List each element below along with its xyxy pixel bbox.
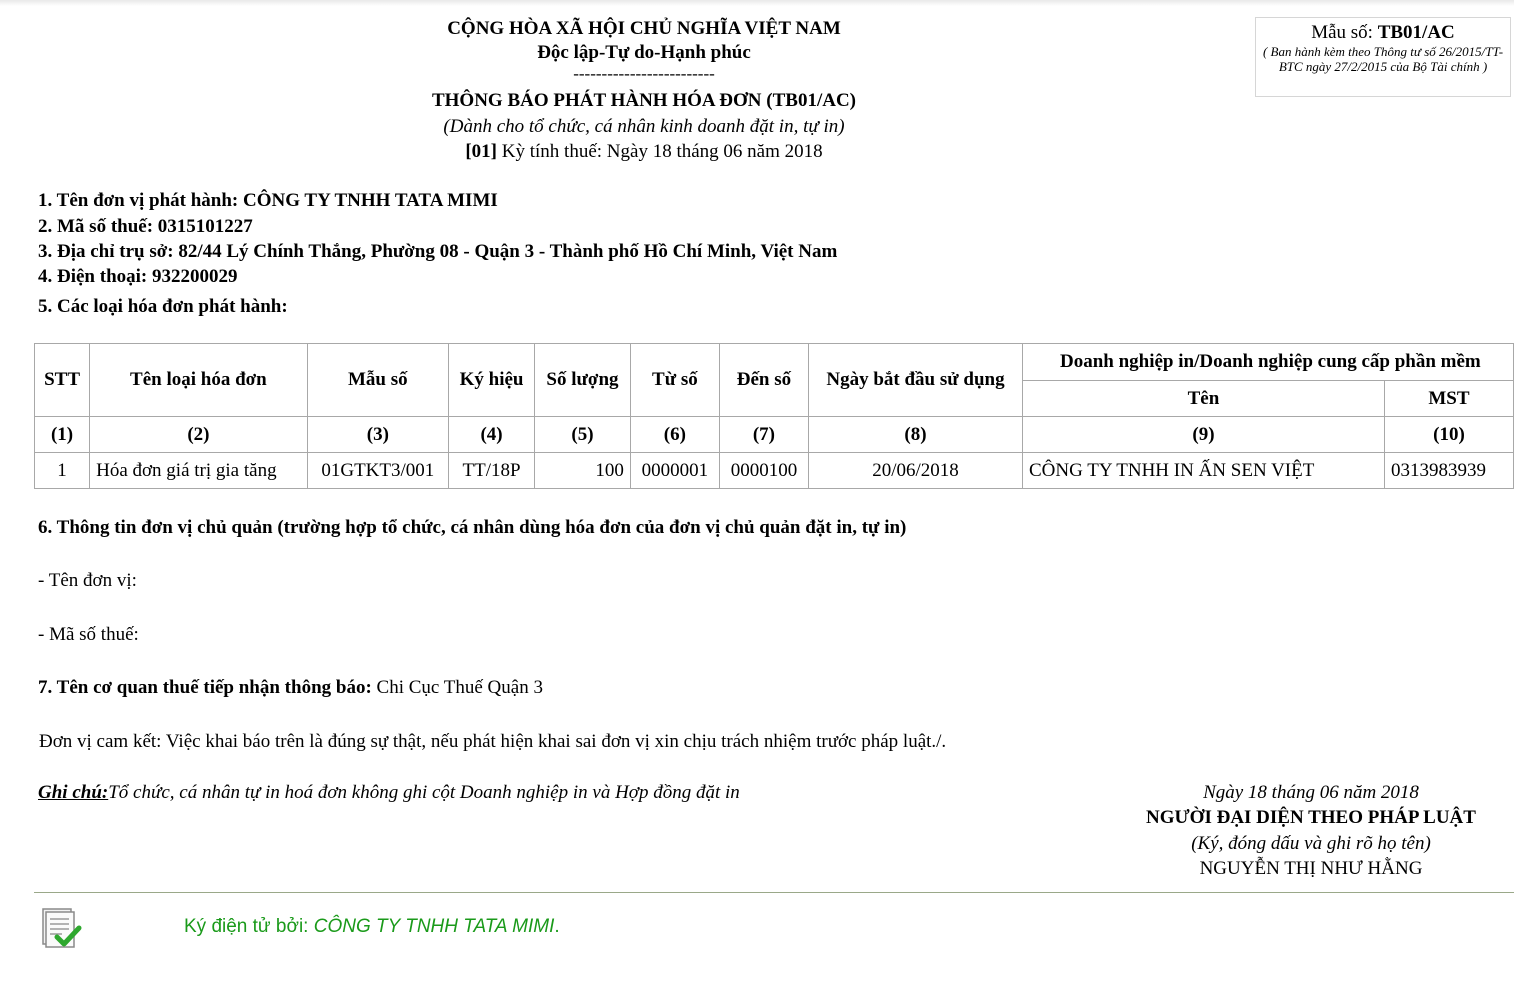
- header-printer-name: Tên: [1022, 381, 1384, 417]
- col-number: (5): [535, 417, 631, 453]
- header-to: Đến số: [719, 344, 808, 417]
- header-stt: STT: [35, 344, 90, 417]
- cell-from: 0000001: [630, 453, 719, 489]
- signed-document-check-icon: [40, 906, 84, 955]
- form-number: [1256, 22, 1510, 44]
- form-number-note: ( Ban hành kèm theo Thông tư số 26/2015/TT-BTC ngày 27/2/2015 của Bộ Tài chính ): [1262, 44, 1504, 74]
- unit-tax-code-label: - Mã số thuế:: [38, 624, 139, 645]
- header-start-date: Ngày bắt đầu sử dụng: [808, 344, 1022, 417]
- col-number: (8): [808, 417, 1022, 453]
- cell-invoice-name: Hóa đơn giá trị gia tăng: [90, 453, 308, 489]
- cell-symbol: TT/18P: [448, 453, 534, 489]
- tax-authority-label: 7. Tên cơ quan thuế tiếp nhận thông báo:: [38, 677, 372, 698]
- top-shadow: [0, 0, 1514, 6]
- cell-quantity: 100: [535, 453, 631, 489]
- form-number-label: Mẫu số:: [1311, 22, 1378, 43]
- header-separator: -------------------------: [573, 64, 715, 83]
- signature-instruction: (Ký, đóng dấu và ghi rõ họ tên): [1191, 833, 1431, 854]
- header-form: Mẫu số: [307, 344, 448, 417]
- header-symbol: Ký hiệu: [448, 344, 534, 417]
- national-title: CỘNG HÒA XÃ HỘI CHỦ NGHĨA VIỆT NAM: [447, 18, 841, 39]
- tax-period: [344, 141, 944, 163]
- table-row: [35, 453, 1514, 489]
- e-signature-suffix: .: [554, 916, 560, 937]
- column-number-row: [35, 417, 1514, 453]
- tax-code: 2. Mã số thuế: 0315101227: [38, 216, 253, 237]
- header-invoice-name: Tên loại hóa đơn: [90, 344, 308, 417]
- note-label: Ghi chú:: [38, 782, 109, 803]
- cell-start-date: 20/06/2018: [808, 453, 1022, 489]
- unit-name-label: - Tên đơn vị:: [38, 570, 137, 591]
- e-signature-signer: CÔNG TY TNHH TATA MIMI: [313, 916, 555, 937]
- e-signature-label: Ký điện tử bởi:: [184, 916, 314, 937]
- issuer-name: 1. Tên đơn vị phát hành: CÔNG TY TNHH TATA MIMI: [38, 190, 498, 211]
- cell-to: 0000100: [719, 453, 808, 489]
- col-number: (9): [1022, 417, 1384, 453]
- signature-date: Ngày 18 tháng 06 năm 2018: [1203, 782, 1419, 803]
- signature-role: NGƯỜI ĐẠI DIỆN THEO PHÁP LUẬT: [1146, 807, 1476, 828]
- divider: [34, 892, 1514, 893]
- header-printer-group: Doanh nghiệp in/Doanh nghiệp cung cấp phần mềm: [1022, 344, 1513, 381]
- commitment-text: Đơn vị cam kết: Việc khai báo trên là đúng sự thật, nếu phát hiện khai sai đơn vị xin chịu trách nhiệm trước pháp luật./.: [39, 731, 947, 752]
- phone: 4. Điện thoại: 932200029: [38, 266, 238, 287]
- header-quantity: Số lượng: [535, 344, 631, 417]
- form-number-box: [1255, 17, 1511, 97]
- cell-printer-name: CÔNG TY TNHH IN ẤN SEN VIỆT: [1022, 453, 1384, 489]
- document-title: THÔNG BÁO PHÁT HÀNH HÓA ĐƠN (TB01/AC): [431, 90, 856, 111]
- invoice-types-heading: 5. Các loại hóa đơn phát hành:: [38, 296, 288, 317]
- tax-authority: [38, 677, 543, 699]
- col-number: (6): [630, 417, 719, 453]
- col-number: (4): [448, 417, 534, 453]
- col-number: (2): [90, 417, 308, 453]
- invoice-table: [34, 343, 1514, 489]
- cell-printer-tax: 0313983939: [1384, 453, 1513, 489]
- col-number: (10): [1384, 417, 1513, 453]
- col-number: (1): [35, 417, 90, 453]
- tax-authority-value: Chi Cục Thuế Quận 3: [371, 677, 543, 698]
- cell-stt: 1: [35, 453, 90, 489]
- tax-period-text: Kỳ tính thuế: Ngày 18 tháng 06 năm 2018: [497, 141, 823, 162]
- header-printer-tax: MST: [1384, 381, 1513, 417]
- col-number: (7): [719, 417, 808, 453]
- address: 3. Địa chỉ trụ sở: 82/44 Lý Chính Thắng, Phường 08 - Quận 3 - Thành phố Hồ Chí Minh, Việt Nam: [38, 241, 838, 262]
- signer-name: NGUYỄN THỊ NHƯ HẰNG: [1199, 858, 1423, 879]
- table-header-row: [35, 344, 1514, 381]
- note-text: Tổ chức, cá nhân tự in hoá đơn không ghi cột Doanh nghiệp in và Hợp đồng đặt in: [108, 782, 740, 803]
- document-subtitle: (Dành cho tổ chức, cá nhân kinh doanh đặt in, tự in): [443, 116, 845, 137]
- header-from: Từ số: [630, 344, 719, 417]
- section6-title: 6. Thông tin đơn vị chủ quản (trường hợp tổ chức, cá nhân dùng hóa đơn của đơn vị chủ quản đặt in, tự in): [38, 517, 907, 538]
- cell-form: 01GTKT3/001: [307, 453, 448, 489]
- tax-period-code: [01]: [465, 141, 498, 162]
- motto: Độc lập-Tự do-Hạnh phúc: [537, 42, 751, 63]
- form-number-code: TB01/AC: [1377, 22, 1455, 43]
- col-number: (3): [307, 417, 448, 453]
- e-signature-text: [184, 916, 560, 938]
- note: [38, 782, 740, 804]
